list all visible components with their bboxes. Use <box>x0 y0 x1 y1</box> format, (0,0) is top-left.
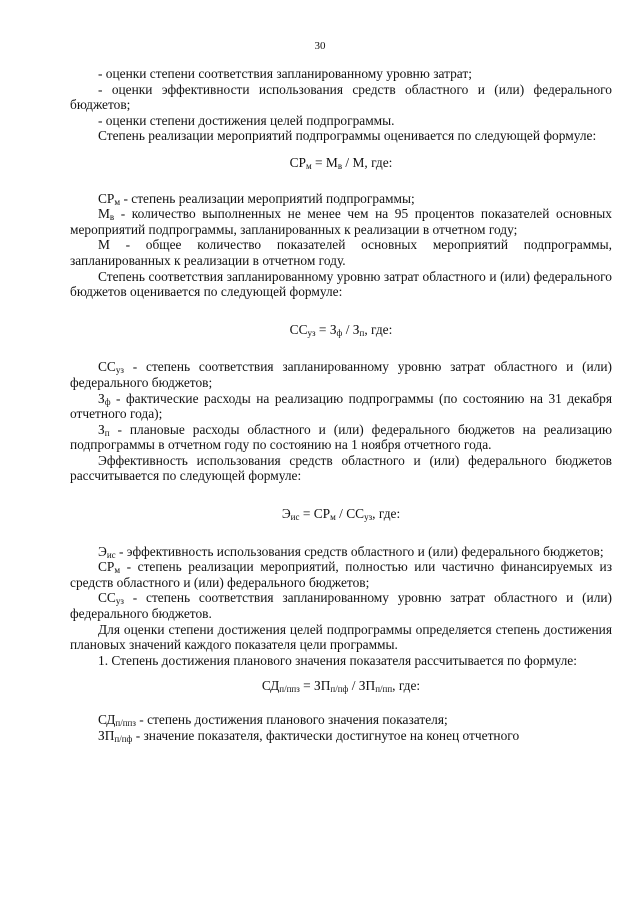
definition: $СС_{уз}$ - степень соответствия запланированному уровню затрат областного и (или) федерального бюджетов. <box>70 590 612 622</box>
list-item: - оценки степени достижения целей подпрограммы. <box>98 112 395 128</box>
definition: $СР_м$ - степень реализации мероприятий, полностью или частично финансируемых из средств областного и (или) федерального бюджетов; <box>70 559 612 590</box>
formula: $Э_{ис} = СР_м / СС_{уз}$, где: <box>281 506 401 523</box>
paragraph: Степень соответствия запланированному уровню затрат областного и (или) федерального бюджетов оценивается по следующей формуле: <box>70 268 612 300</box>
paragraph: Для оценки степени достижения целей подпрограммы определяется степень достижения плановых значений каждого показателя цели программы. <box>70 621 612 653</box>
definition: $СР_м$ - степень реализации мероприятий подпрограммы; <box>98 190 415 207</box>
list-item: - оценки степени соответствия запланированному уровню затрат; <box>98 66 472 81</box>
definition: $З_п$ - плановые расходы областного и (или) федерального бюджетов на реализацию подпрограммы в отчетном году по состоянию на 1 ноября отчетного года. <box>70 421 612 453</box>
paragraph: Эффективность использования средств областного и (или) федерального бюджетов рассчитывается по следующей формуле: <box>70 452 612 484</box>
paragraph: 1. Степень достижения планового значения показателя рассчитывается по формуле: <box>98 652 577 668</box>
definition: М - общее количество показателей основных мероприятий подпрограммы, запланированных к реализации в отчетном году. <box>70 237 612 268</box>
page-number: 30 <box>314 40 326 52</box>
list-item: - оценки эффективности использования средств областного и (или) федерального бюджетов; <box>70 81 612 113</box>
definition: $З_ф$ - фактические расходы на реализацию подпрограммы (по состоянию на 31 декабря отчетного года); <box>70 390 612 422</box>
formula: $СР_м = М_в / М$, где: <box>289 154 393 171</box>
definition: $СД_{п/ппз}$ - степень достижения планового значения показателя; <box>98 712 448 728</box>
definition: $ЗП_{п/пф}$ - значение показателя, фактически достигнутое на конец отчетного <box>98 727 520 744</box>
formula: $СД_{п/ппз} = ЗП_{п/пф} / ЗП_{п/пп}$, где: <box>261 678 421 695</box>
paragraph: Степень реализации мероприятий подпрограммы оценивается по следующей формуле: <box>98 128 597 144</box>
definition: $Э_{ис}$ - эффективность использования средств областного и (или) федерального бюджетов; <box>98 543 604 560</box>
definition: $СС_{уз}$ - степень соответствия запланированному уровню затрат областного и (или) федерального бюджетов; <box>70 359 612 390</box>
formula: $СС_{уз} = З_ф / З_п$, где: <box>289 321 393 338</box>
document-body <box>70 66 612 743</box>
definition: $М_в$ - количество выполненных не менее чем на 95 процентов показателей основных мероприятий подпрограммы, запланированных к реализации в отчетном году; <box>70 206 612 237</box>
